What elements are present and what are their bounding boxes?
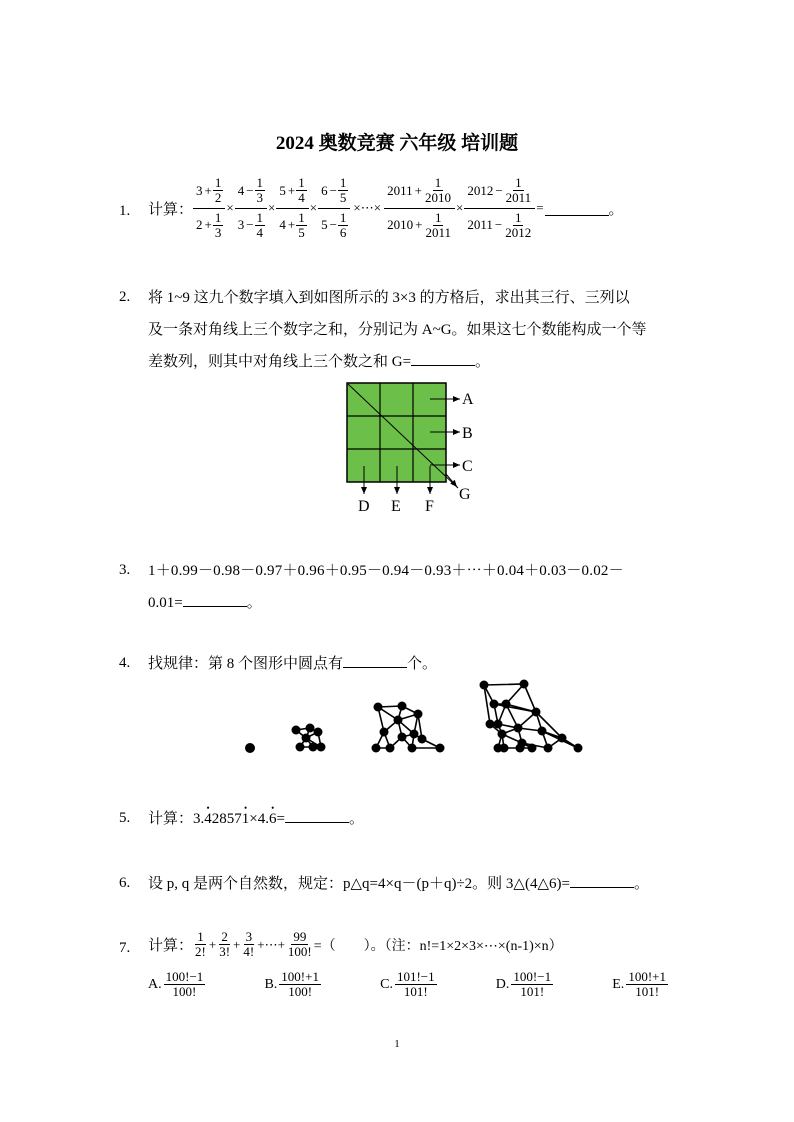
dot (436, 744, 445, 753)
repeating-digit: • 6 (269, 803, 277, 835)
term-fraction: $\frac{1}{2!}$ (195, 929, 206, 960)
dot (386, 744, 395, 753)
compound-fraction: 2011 + $\frac{1}{2010}$ 2010 + $\frac{1}{2011}$ (384, 176, 455, 240)
dot (520, 680, 529, 689)
figure-3-lines (376, 706, 440, 748)
option-b[interactable]: B. $\frac{100!+1}{100!}$ (264, 969, 319, 1000)
question-1-number: 1. (119, 203, 131, 219)
repeating-digits: 2857 (211, 811, 242, 827)
dot (292, 726, 301, 735)
question-2-number: 2. (119, 289, 131, 305)
term-fraction: $\frac{3}{4!}$ (243, 929, 255, 960)
question-2-text (148, 282, 678, 378)
option-d[interactable]: D. $\frac{100!-1}{101!}$ (495, 969, 552, 1000)
answer-options (148, 970, 668, 1000)
dot (502, 700, 511, 709)
answer-blank[interactable] (411, 351, 475, 366)
question-3-text (148, 555, 688, 619)
question-4-end: 个。 (407, 656, 438, 672)
question-6-end: 。 (633, 876, 649, 892)
question-6-number: 6. (119, 875, 131, 891)
dot (418, 735, 427, 744)
label-g: G (459, 486, 471, 503)
dot (574, 744, 583, 753)
question-4-number: 4. (119, 655, 131, 671)
dot (494, 720, 503, 729)
question-6-text (148, 868, 649, 900)
dot (558, 734, 567, 743)
dot (498, 730, 507, 739)
compound-fraction: 4 − $\frac{1}{3}$ 3 − $\frac{1}{4}$ (235, 176, 267, 240)
dot (309, 743, 318, 752)
question-7-expression: 计算： $\frac{1}{2!}$ + $\frac{2}{3!}$ + $\frac{3}{4!}$ +⋯+ $\frac{99}{100!}$ =（ ）。（注：n!=1×2×3×⋯×(n-1)×n） (148, 929, 563, 960)
dot (380, 728, 389, 737)
dot (486, 720, 495, 729)
label-a: A (462, 391, 474, 408)
dot (490, 700, 499, 709)
times-sign: × (249, 811, 258, 827)
repeating-digit-start: • 4 (204, 803, 212, 835)
page-number: 1 (394, 1038, 400, 1050)
question-1-expression (148, 176, 624, 240)
question-1-fraction-group (193, 176, 350, 240)
dot (544, 744, 553, 753)
dot (514, 724, 523, 733)
question-1-fraction-group-2 (384, 176, 535, 240)
dot-pattern-diagram (236, 676, 596, 766)
term-fraction: $\frac{99}{100!}$ (287, 929, 312, 960)
repeating-decimal-2-int: 4. (257, 811, 269, 827)
dot (398, 733, 407, 742)
compound-fraction: 2012 − $\frac{1}{2011}$ 2011 − $\frac{1}{2012}$ (464, 176, 535, 240)
dot (480, 681, 489, 690)
times-sign: × (309, 200, 318, 216)
dot (306, 724, 315, 733)
repeating-digit-end: • 1 (242, 803, 250, 835)
dot (414, 710, 423, 719)
option-e[interactable]: E. $\frac{100!+1}{101!}$ (612, 969, 666, 1000)
question-6-text-main: 设 p, q 是两个自然数，规定：p△q=4×q－(p＋q)÷2。则 3△(4△6)= (148, 876, 570, 892)
question-7-rest: =（ ）。（注：n!=1×2×3×⋯×(n-1)×n） (313, 938, 563, 954)
ellipsis: +⋯+ (257, 936, 285, 952)
dot (408, 744, 417, 753)
question-2-line-1: 将 1~9 这九个数字填入到如图所示的 3×3 的方格后，求出其三行、三列以 (148, 290, 630, 306)
dot (532, 708, 541, 717)
option-a[interactable]: A. $\frac{100!-1}{100!}$ (148, 969, 204, 1000)
question-1-ellipsis: ×⋯× (353, 200, 382, 216)
question-3-line-2 (148, 587, 688, 619)
question-3-number: 3. (119, 562, 131, 578)
question-1-equals: = (536, 200, 544, 216)
question-5-end: 。 (348, 811, 364, 827)
question-1-end: 。 (608, 201, 624, 218)
answer-blank[interactable] (570, 873, 634, 888)
dot (398, 702, 407, 711)
label-c: C (462, 458, 473, 475)
dot (314, 728, 323, 737)
dot (394, 716, 403, 725)
repeating-decimal-int: 3. (193, 811, 205, 827)
question-5-text (148, 803, 364, 835)
answer-blank[interactable] (183, 592, 247, 607)
label-d: D (358, 498, 370, 515)
question-3-line-1: 1＋0.99－0.98－0.97＋0.96＋0.95－0.94－0.93＋⋯＋0.04＋0.03－0.02－ (148, 563, 624, 579)
label-f: F (425, 498, 434, 515)
label-b: B (462, 425, 473, 442)
question-2-end: 。 (475, 354, 491, 370)
dot (410, 730, 419, 739)
dot (296, 743, 305, 752)
option-c[interactable]: C. $\frac{101!-1}{101!}$ (380, 969, 435, 1000)
question-4-text-main: 找规律：第 8 个图形中圆点有 (148, 656, 344, 672)
diagonal-g-arrow (446, 474, 457, 487)
times-sign: × (226, 200, 234, 216)
dot (374, 703, 383, 712)
dot (302, 734, 311, 743)
answer-blank[interactable] (285, 808, 349, 823)
answer-blank[interactable] (343, 653, 407, 668)
page-title: 2024 奥数竞赛 六年级 培训题 (275, 133, 519, 154)
figure-1-dot (245, 743, 255, 753)
question-7-number: 7. (119, 940, 131, 956)
equals-sign: = (276, 811, 285, 827)
question-2-line-3 (148, 346, 678, 378)
question-7-label: 计算： (148, 938, 194, 955)
dot (516, 744, 525, 753)
question-2-line-2: 及一条对角线上三个数字之和，分别记为 A~G。如果这七个数能构成一个等 (148, 322, 647, 338)
label-e: E (391, 498, 401, 515)
times-sign: × (455, 200, 464, 216)
dot (528, 744, 537, 753)
question-3-end: 。 (246, 595, 262, 611)
answer-blank[interactable] (545, 201, 609, 216)
compound-fraction: 3 + $\frac{1}{2}$ 2 + $\frac{1}{3}$ (193, 176, 225, 240)
term-fraction: $\frac{2}{3!}$ (219, 929, 231, 960)
compound-fraction: 6 − $\frac{1}{5}$ 5 − $\frac{1}{6}$ (318, 176, 350, 240)
question-1-label: 计算： (148, 201, 194, 218)
question-5-number: 5. (119, 810, 131, 826)
dot (500, 744, 509, 753)
question-2-line-3-text: 差数列，则其中对角线上三个数之和 G= (148, 354, 412, 370)
compound-fraction: 5 + $\frac{1}{4}$ 4 + $\frac{1}{5}$ (276, 176, 308, 240)
question-3-line-2-text: 0.01= (148, 595, 183, 611)
dot (538, 727, 547, 736)
question-5-label: 计算： (148, 811, 194, 827)
dot (372, 744, 381, 753)
times-sign: × (268, 200, 276, 216)
dot (317, 743, 326, 752)
magic-square-diagram (340, 376, 490, 516)
